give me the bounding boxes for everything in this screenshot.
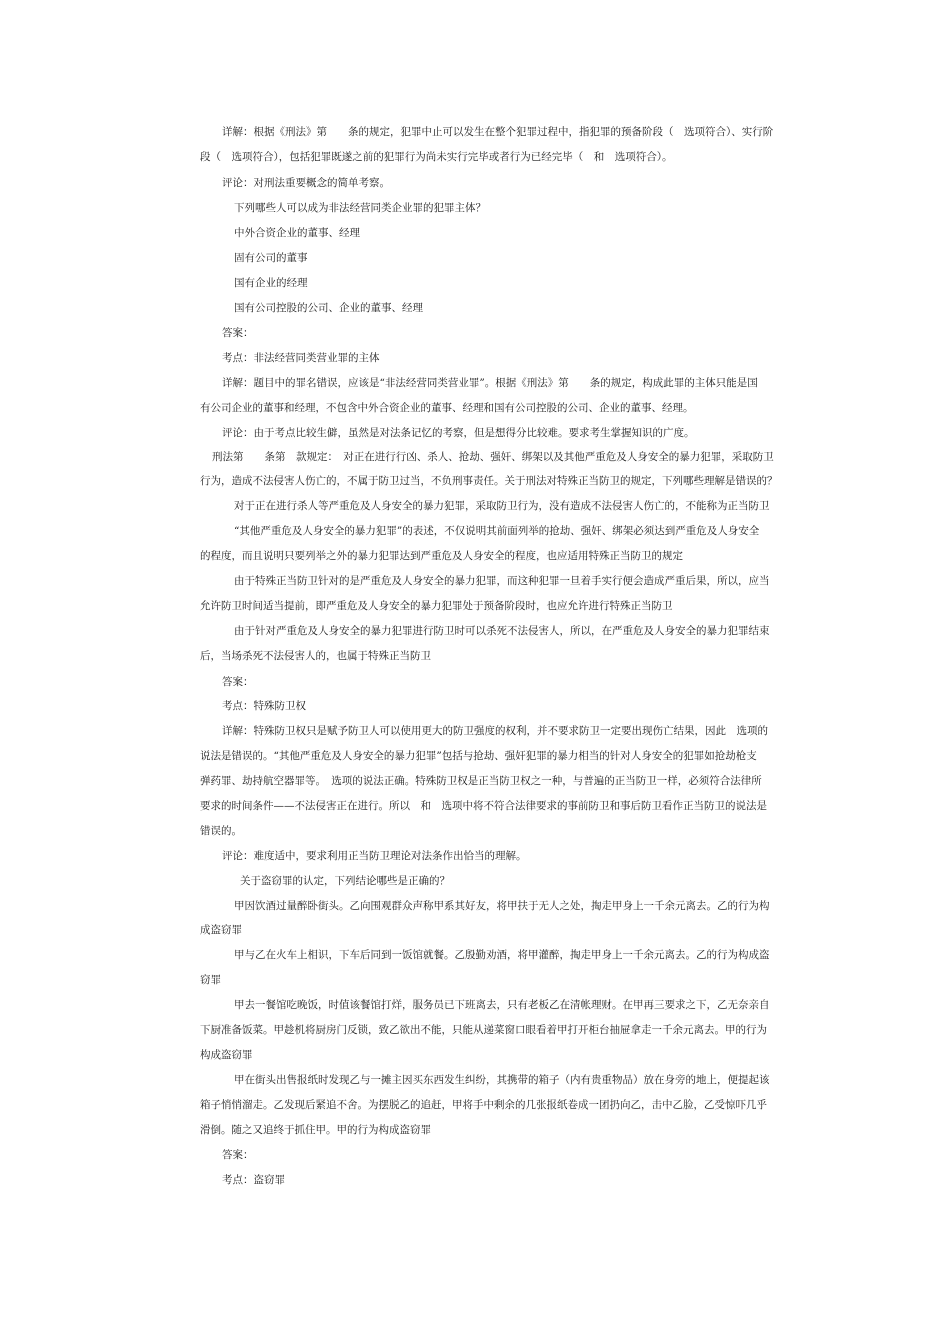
answer-label: 答案： <box>222 327 254 339</box>
text-line: 有公司企业的董事和经理，不包含中外合资企业的董事、经理和国有公司控股的公司、企业的董事、经理。 <box>200 402 694 414</box>
text-line: 详解：题目中的罪名错误，应该是“非法经营同类营业罪”。根据《刑法》第 条的规定，构成此罪的主体只能是国 <box>222 377 758 389</box>
option-line: 的程度，而且说明只要列举之外的暴力犯罪达到严重危及人身安全的程度，也应适用特殊正当防卫的规定 <box>200 550 683 562</box>
text-line: 考点：特殊防卫权 <box>222 700 306 712</box>
option-line: 由于针对严重危及人身安全的暴力犯罪进行防卫时可以杀死不法侵害人，所以，在严重危及人身安全的暴力犯罪结束 <box>234 625 770 637</box>
option-line: 国有企业的经理 <box>234 277 308 289</box>
option-line: 后，当场杀死不法侵害人的，也属于特殊正当防卫 <box>200 650 431 662</box>
text-line: 考点：盗窃罪 <box>222 1174 285 1186</box>
option-line: 甲在街头出售报纸时发现乙与一摊主因买东西发生纠纷，其携带的箱子（内有贵重物品）放在身旁的地上，便提起该 <box>234 1074 770 1086</box>
text-line: 评论：难度适中，要求利用正当防卫理论对法条作出恰当的理解。 <box>222 850 527 862</box>
option-line: 成盗窃罪 <box>200 924 242 936</box>
option-line: 允许防卫时间适当提前，即严重危及人身安全的暴力犯罪处于预备阶段时，也应允许进行特殊正当防卫 <box>200 600 673 612</box>
text-line: 弹药罪、劫持航空器罪等。 选项的说法正确。特殊防卫权是正当防卫权之一种，与普遍的正当防卫一样，必须符合法律所 <box>200 775 762 787</box>
text-line: 错误的。 <box>200 825 242 837</box>
option-line: 箱子悄悄溜走。乙发现后紧追不舍。为摆脱乙的追赶，甲将手中剩余的几张报纸卷成一团扔向乙，击中乙脸，乙受惊吓几乎 <box>200 1099 767 1111</box>
text-line: 考点：非法经营同类营业罪的主体 <box>222 352 380 364</box>
text-line: 评论：对刑法重要概念的简单考察。 <box>222 177 390 189</box>
option-line: 甲与乙在火车上相识，下车后同到一饭馆就餐。乙殷勤劝酒，将甲灌醉，掏走甲身上一千余元离去。乙的行为构成盗 <box>234 949 770 961</box>
option-line: 对于正在进行杀人等严重危及人身安全的暴力犯罪，采取防卫行为，没有造成不法侵害人伤亡的，不能称为正当防卫 <box>234 500 770 512</box>
option-line: 固有公司的董事 <box>234 252 308 264</box>
option-line: 窃罪 <box>200 974 221 986</box>
text-line: 说法是错误的。“其他严重危及人身安全的暴力犯罪”包括与抢劫、强奸犯罪的暴力相当的针对人身安全的犯罪如抢劫枪支 <box>200 750 757 762</box>
text-line: 要求的时间条件——不法侵害正在进行。所以 和 选项中将不符合法律要求的事前防卫和事后防卫看作正当防卫的说法是 <box>200 800 767 812</box>
text-line: 详解：特殊防卫权只是赋予防卫人可以使用更大的防卫强度的权利，并不要求防卫一定要出现伤亡结果，因此 选项的 <box>222 725 768 737</box>
option-line: 甲去一餐馆吃晚饭，时值该餐馆打烊，服务员已下班离去，只有老板乙在清帐理财。在甲再三要求之下，乙无奈亲自 <box>234 999 770 1011</box>
text-line: 详解：根据《刑法》第 条的规定，犯罪中止可以发生在整个犯罪过程中，指犯罪的预备阶段（ 选项符合）、实行阶 <box>222 126 774 138</box>
option-line: “其他严重危及人身安全的暴力犯罪”的表述，不仅说明其前面列举的抢劫、强奸、绑架必须达到严重危及人身安全 <box>234 525 760 537</box>
option-line: 下厨准备饭菜。甲趁机将厨房门反锁，致乙欲出不能，只能从递菜窗口眼看着甲打开柜台抽屉拿走一千余元离去。甲的行为 <box>200 1024 767 1036</box>
question-stem: 刑法第 条第 款规定： 对正在进行行凶、杀人、抢劫、强奸、绑架以及其他严重危及人身安全的暴力犯罪，采取防卫 <box>212 451 774 463</box>
text-line: 段（ 选项符合），包括犯罪既遂之前的犯罪行为尚未实行完毕或者行为已经完毕（ 和 选项符合）。 <box>200 151 673 163</box>
option-line: 中外合资企业的董事、经理 <box>234 227 360 239</box>
option-line: 甲因饮酒过量醉卧街头。乙向围观群众声称甲系其好友，将甲扶于无人之处，掏走甲身上一千余元离去。乙的行为构 <box>234 900 770 912</box>
option-line: 滑倒。随之又追终于抓住甲。甲的行为构成盗窃罪 <box>200 1124 431 1136</box>
answer-label: 答案： <box>222 1149 254 1161</box>
option-line: 构成盗窃罪 <box>200 1049 253 1061</box>
text-line: 评论：由于考点比较生僻，虽然是对法条记忆的考察，但是想得分比较难。要求考生掌握知识的广度。 <box>222 427 695 439</box>
answer-label: 答案： <box>222 676 254 688</box>
question-stem: 下列哪些人可以成为非法经营同类企业罪的犯罪主体？ <box>234 202 486 214</box>
question-stem: 行为，造成不法侵害人伤亡的，不属于防卫过当，不负刑事责任。关于刑法对特殊正当防卫的规定，下列哪些理解是错误的？ <box>200 475 778 487</box>
option-line: 国有公司控股的公司、企业的董事、经理 <box>234 302 423 314</box>
question-stem: 关于盗窃罪的认定，下列结论哪些是正确的？ <box>240 875 450 887</box>
option-line: 由于特殊正当防卫针对的是严重危及人身安全的暴力犯罪，而这种犯罪一旦着手实行便会造成严重后果，所以，应当 <box>234 575 770 587</box>
